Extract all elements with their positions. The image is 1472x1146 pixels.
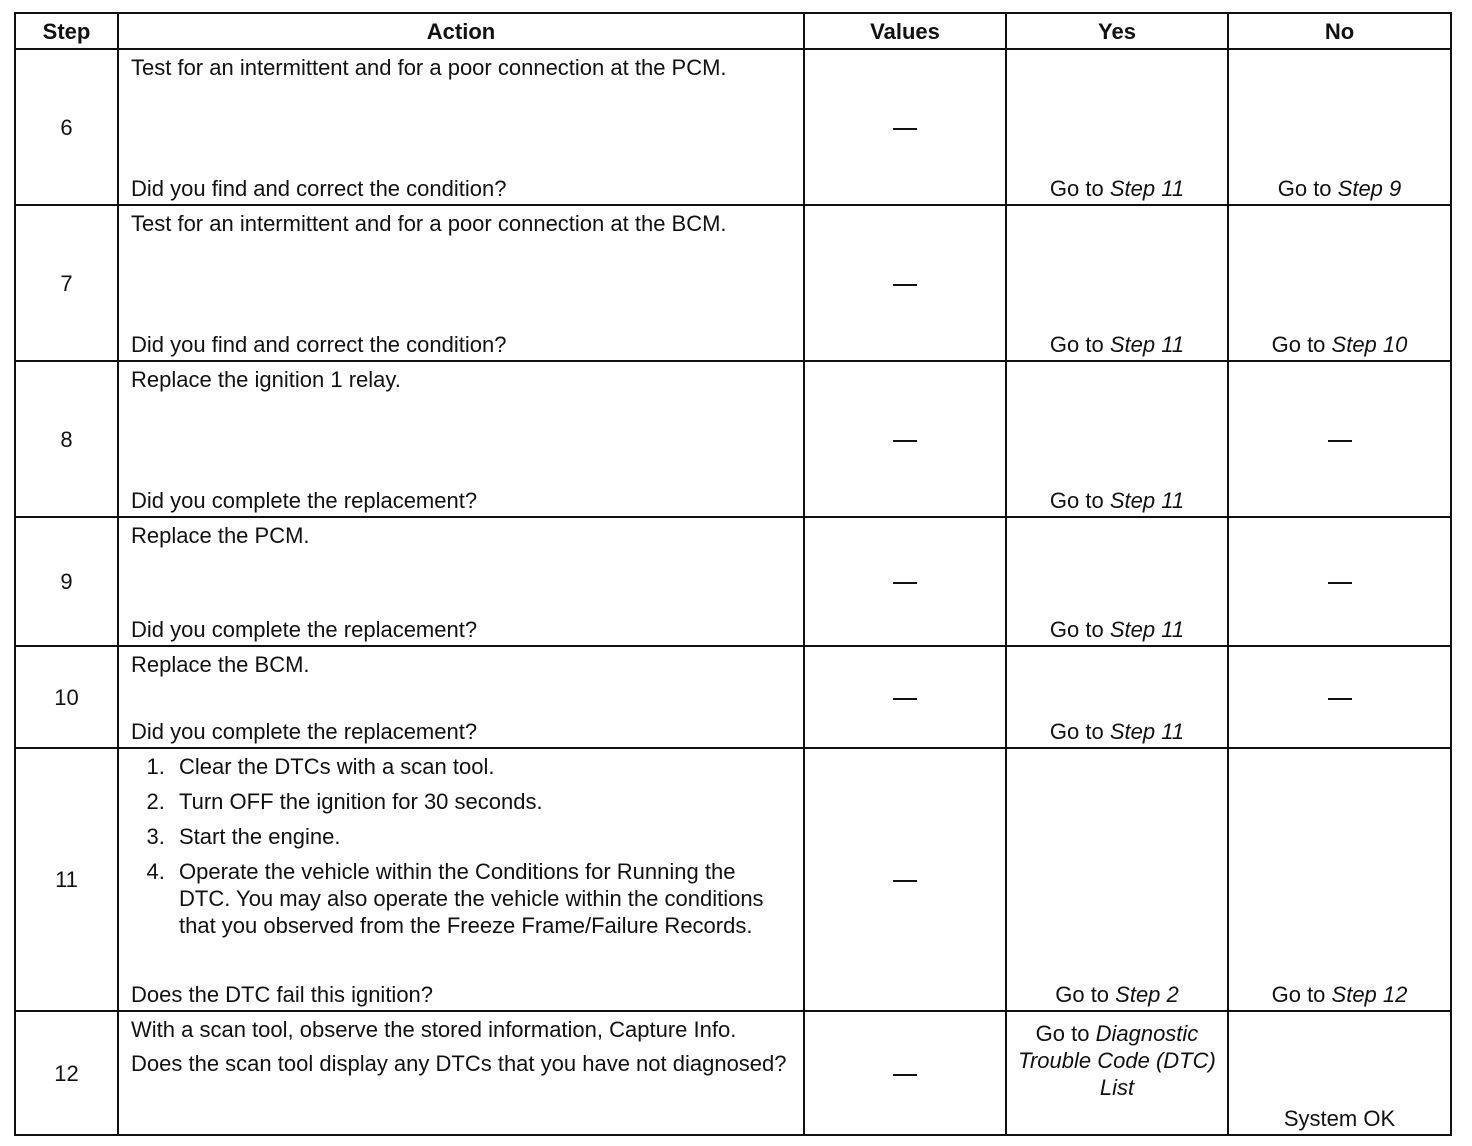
no-link[interactable]: Step 12 — [1331, 982, 1408, 1007]
action-cell — [118, 646, 804, 748]
step-number: 11 — [15, 748, 118, 1011]
values-cell — [804, 205, 1006, 361]
values-cell — [804, 748, 1006, 1011]
table-row — [15, 517, 1451, 646]
header-no: No — [1228, 13, 1451, 49]
yes-link[interactable]: Step 11 — [1109, 176, 1185, 201]
yes-link[interactable]: Step 11 — [1109, 617, 1185, 642]
yes-prefix: Go to — [1049, 617, 1110, 642]
action-question: Does the DTC fail this ignition? — [131, 982, 434, 1007]
no-link[interactable]: Step 10 — [1331, 332, 1408, 357]
yes-prefix: Go to — [1049, 488, 1110, 513]
action-question: Does the scan tool display any DTCs that you have not diagnosed? — [131, 1051, 787, 1076]
yes-link[interactable]: Diagnostic Trouble Code (DTC) List — [1018, 1021, 1216, 1100]
no-cell — [1228, 517, 1451, 646]
yes-cell — [1006, 748, 1228, 1011]
header-step: Step — [15, 13, 118, 49]
header-action: Action — [118, 13, 804, 49]
yes-cell — [1006, 361, 1228, 517]
action-cell — [118, 49, 804, 205]
action-cell — [118, 517, 804, 646]
values-cell — [804, 361, 1006, 517]
yes-cell — [1006, 49, 1228, 205]
yes-cell — [1006, 205, 1228, 361]
action-text: Replace the PCM. — [131, 523, 310, 548]
yes-link[interactable]: Step 11 — [1109, 719, 1185, 744]
step-number: 12 — [15, 1011, 118, 1135]
yes-prefix: Go to — [1055, 982, 1116, 1007]
step-number: 9 — [15, 517, 118, 646]
action-question: Did you complete the replacement? — [131, 719, 478, 744]
dash — [893, 128, 917, 130]
header-yes: Yes — [1006, 13, 1228, 49]
list-item: 3. Start the engine. — [171, 823, 791, 850]
values-cell — [804, 1011, 1006, 1135]
no-prefix: Go to — [1277, 176, 1338, 201]
action-cell — [118, 748, 804, 1011]
yes-link[interactable]: Step 2 — [1115, 982, 1179, 1007]
values-cell — [804, 49, 1006, 205]
values-cell — [804, 517, 1006, 646]
no-cell — [1228, 205, 1451, 361]
header-values: Values — [804, 13, 1006, 49]
step-number: 8 — [15, 361, 118, 517]
no-cell — [1228, 748, 1451, 1011]
action-cell — [118, 1011, 804, 1135]
action-text: Test for an intermittent and for a poor connection at the BCM. — [131, 211, 727, 236]
list-item: 2. Turn OFF the ignition for 30 seconds. — [171, 788, 791, 815]
no-cell — [1228, 361, 1451, 517]
table-row — [15, 205, 1451, 361]
action-text: Test for an intermittent and for a poor connection at the PCM. — [131, 55, 727, 80]
dash — [893, 582, 917, 584]
dash — [893, 880, 917, 882]
table-row — [15, 748, 1451, 1011]
no-cell — [1228, 49, 1451, 205]
no-link[interactable]: Step 9 — [1337, 176, 1402, 201]
dash — [893, 284, 917, 286]
dash — [1328, 582, 1352, 584]
table-row — [15, 1011, 1451, 1135]
table-row — [15, 646, 1451, 748]
step-number: 7 — [15, 205, 118, 361]
header-row — [15, 13, 1451, 49]
yes-cell — [1006, 517, 1228, 646]
dash — [893, 440, 917, 442]
action-question: Did you find and correct the condition? — [131, 332, 507, 357]
action-text: Replace the ignition 1 relay. — [131, 367, 401, 392]
table-row — [15, 361, 1451, 517]
no-cell[interactable]: System OK — [1228, 1011, 1451, 1135]
yes-cell — [1006, 1011, 1228, 1135]
dash — [1328, 698, 1352, 700]
yes-link[interactable]: Step 11 — [1109, 332, 1185, 357]
action-cell — [118, 205, 804, 361]
action-text: With a scan tool, observe the stored information, Capture Info. — [131, 1017, 737, 1042]
list-item: 1. Clear the DTCs with a scan tool. — [171, 753, 791, 780]
step-number: 10 — [15, 646, 118, 748]
procedure-list — [131, 753, 791, 939]
action-question: Did you find and correct the condition? — [131, 176, 507, 201]
table-row — [15, 49, 1451, 205]
no-cell — [1228, 646, 1451, 748]
values-cell — [804, 646, 1006, 748]
step-number: 6 — [15, 49, 118, 205]
yes-prefix: Go to — [1049, 176, 1110, 201]
dash — [893, 698, 917, 700]
list-item: 4. Operate the vehicle within the Conditions for Running the DTC. You may also operate the vehicle within the conditions that you observed from the Freeze Frame/Failure Records. — [171, 858, 791, 939]
dash — [893, 1074, 917, 1076]
action-text: Replace the BCM. — [131, 652, 310, 677]
yes-prefix: Go to — [1049, 719, 1110, 744]
yes-prefix: Go to — [1049, 332, 1110, 357]
dash — [1328, 440, 1352, 442]
yes-link[interactable]: Step 11 — [1109, 488, 1185, 513]
diagnostic-table — [14, 12, 1452, 1136]
no-prefix: Go to — [1271, 982, 1332, 1007]
yes-cell — [1006, 646, 1228, 748]
action-question: Did you complete the replacement? — [131, 488, 478, 513]
no-prefix: Go to — [1271, 332, 1332, 357]
yes-prefix: Go to — [1035, 1021, 1096, 1046]
action-cell — [118, 361, 804, 517]
action-question: Did you complete the replacement? — [131, 617, 478, 642]
